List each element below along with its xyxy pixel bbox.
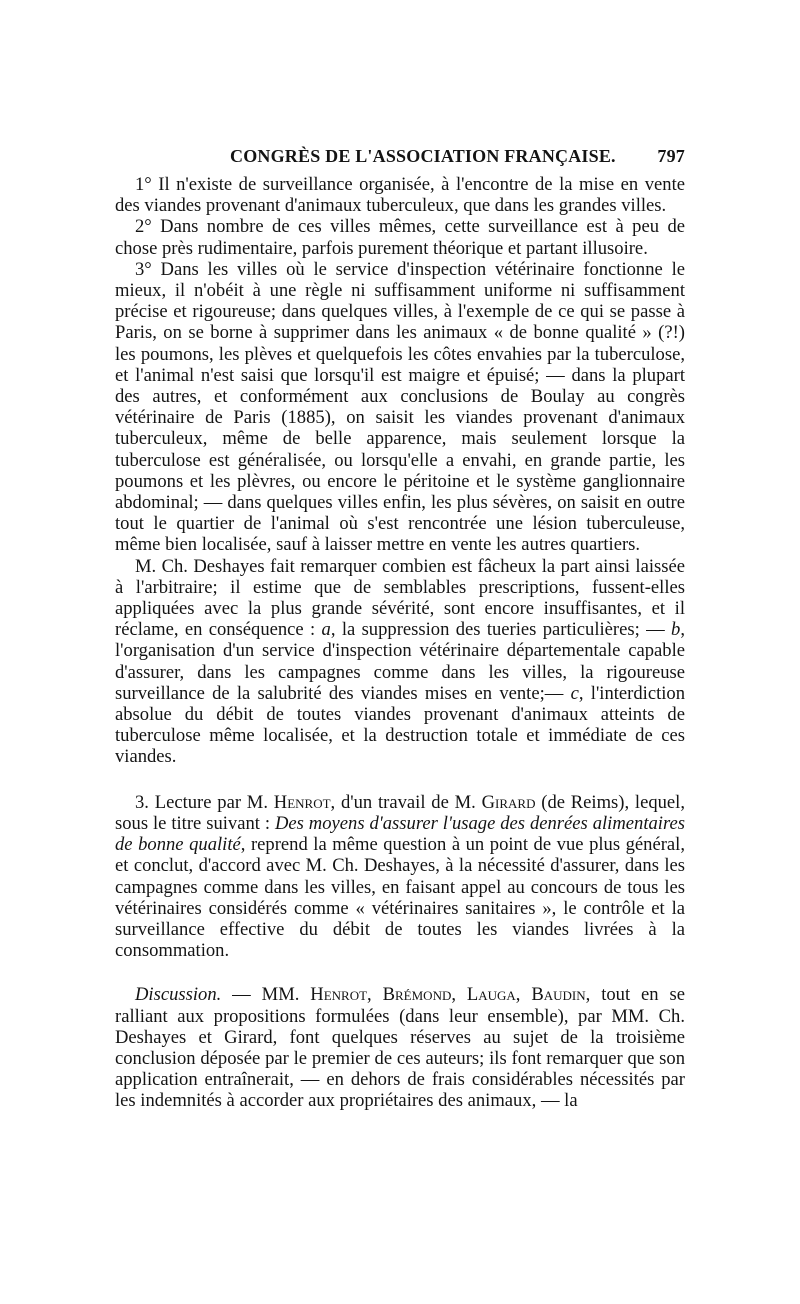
page-body [115,174,685,1112]
section-gap [115,961,685,984]
enum-letter-c: c [570,682,579,704]
work-title: Des moyens d'assurer l'usage des denrées alimentaires de bonne qualité [115,812,685,856]
author-name: Girard [481,791,536,813]
section-gap [115,768,685,792]
paragraph-discussion: Discussion. — MM. Henrot, Brémond, Lauga, Baudin, tout en se ralliant aux propositions formulées (dans leur ensemble), par MM. Ch. Deshayes et Girard, font quelques réserves au sujet de la troisième conclusion déposée par le premier de ces auteurs; ils font remarquer que son application entraînerait, — en dehors de frais considérables nécessités par les indemnités à accorder aux propriétaires des animaux, — la [115,984,685,1112]
paragraph-deshayes: M. Ch. Deshayes fait remarquer combien est fâcheux la part ainsi laissée à l'arbitraire; il estime que de semblables prescriptions, fussent-elles appliquées avec la plus grande sévérité, sont encore insuffisantes, et il réclame, en conséquence : a, la suppression des tueries particulières; — b, l'organisation d'un service d'inspection vétérinaire départementale capable d'assurer, dans les campagnes comme dans les villes, la rigoureuse surveillance de la salubrité des viandes mises en vente;— c, l'interdiction absolue du débit de toutes viandes provenant d'animaux atteints de tuberculose même localisée, et la destruction totale et immédiate de ces viandes. [115,555,686,768]
author-name: Henrot [273,791,331,813]
discussant-names: Henrot, Brémond, Lauga, Baudin [310,984,586,1006]
paragraph-conclusion-1: 1° Il n'existe de surveillance organisée, à l'encontre de la mise en vente des viandes provenant d'animaux tuberculeux, que dans les grandes villes. [115,174,685,217]
paragraph-lecture: 3. Lecture par M. Henrot, d'un travail de M. Girard (de Reims), lequel, sous le titre suivant : Des moyens d'assurer l'usage des denrées alimentaires de bonne qualité, reprend la même question à un point de vue plus général, et conclut, d'accord avec M. Ch. Deshayes, à la nécessité d'assurer, dans les campagnes comme dans les villes, en faisant appel au concours de tous les vétérinaires considérés comme « vétérinaires sanitaires », le contrôle et la surveillance effective du débit de toutes les viandes livrées à la consommation. [115,791,685,962]
paragraph-conclusion-2: 2° Dans nombre de ces villes mêmes, cette surveillance est à peu de chose près rudimentaire, parfois purement théorique et partant illusoire. [115,216,685,259]
enum-letter-a: a [321,619,331,641]
running-title: CONGRÈS DE L'ASSOCIATION FRANÇAISE. [230,146,616,166]
page-number: 797 [657,146,685,166]
discussion-label: Discussion. [135,984,222,1006]
paragraph-conclusion-3: 3° Dans les villes où le service d'inspection vétérinaire fonctionne le mieux, il n'obéit à une règle ni suffisamment uniforme ni suffisamment précise et rigoureuse; dans quelques villes, à l'exemple de ce qui se passe à Paris, on se borne à supprimer dans les animaux « de bonne qualité » (?!) les poumons, les plèves et quelquefois les côtes envahies par la tuberculose, et l'animal n'est saisi que lorsqu'il est maigre et épuisé; — dans la plupart des autres, et conformément aux conclusions de Boulay au congrès vétérinaire de Paris (1885), on saisit les viandes provenant d'animaux tuberculeux, même de belle apparence, mais seulement lorsque la tuberculose est généralisée, ou lorsqu'elle a envahi, en grande partie, les poumons et les plèvres, ou encore le péritoine et le système ganglionnaire abdominal; — dans quelques villes enfin, les plus sévères, on saisit en outre tout le quartier de l'animal où s'est rencontrée une lésion tuberculeuse, même bien localisée, sauf à laisser mettre en vente les autres quartiers. [115,258,685,556]
enum-letter-b: b [671,619,681,641]
